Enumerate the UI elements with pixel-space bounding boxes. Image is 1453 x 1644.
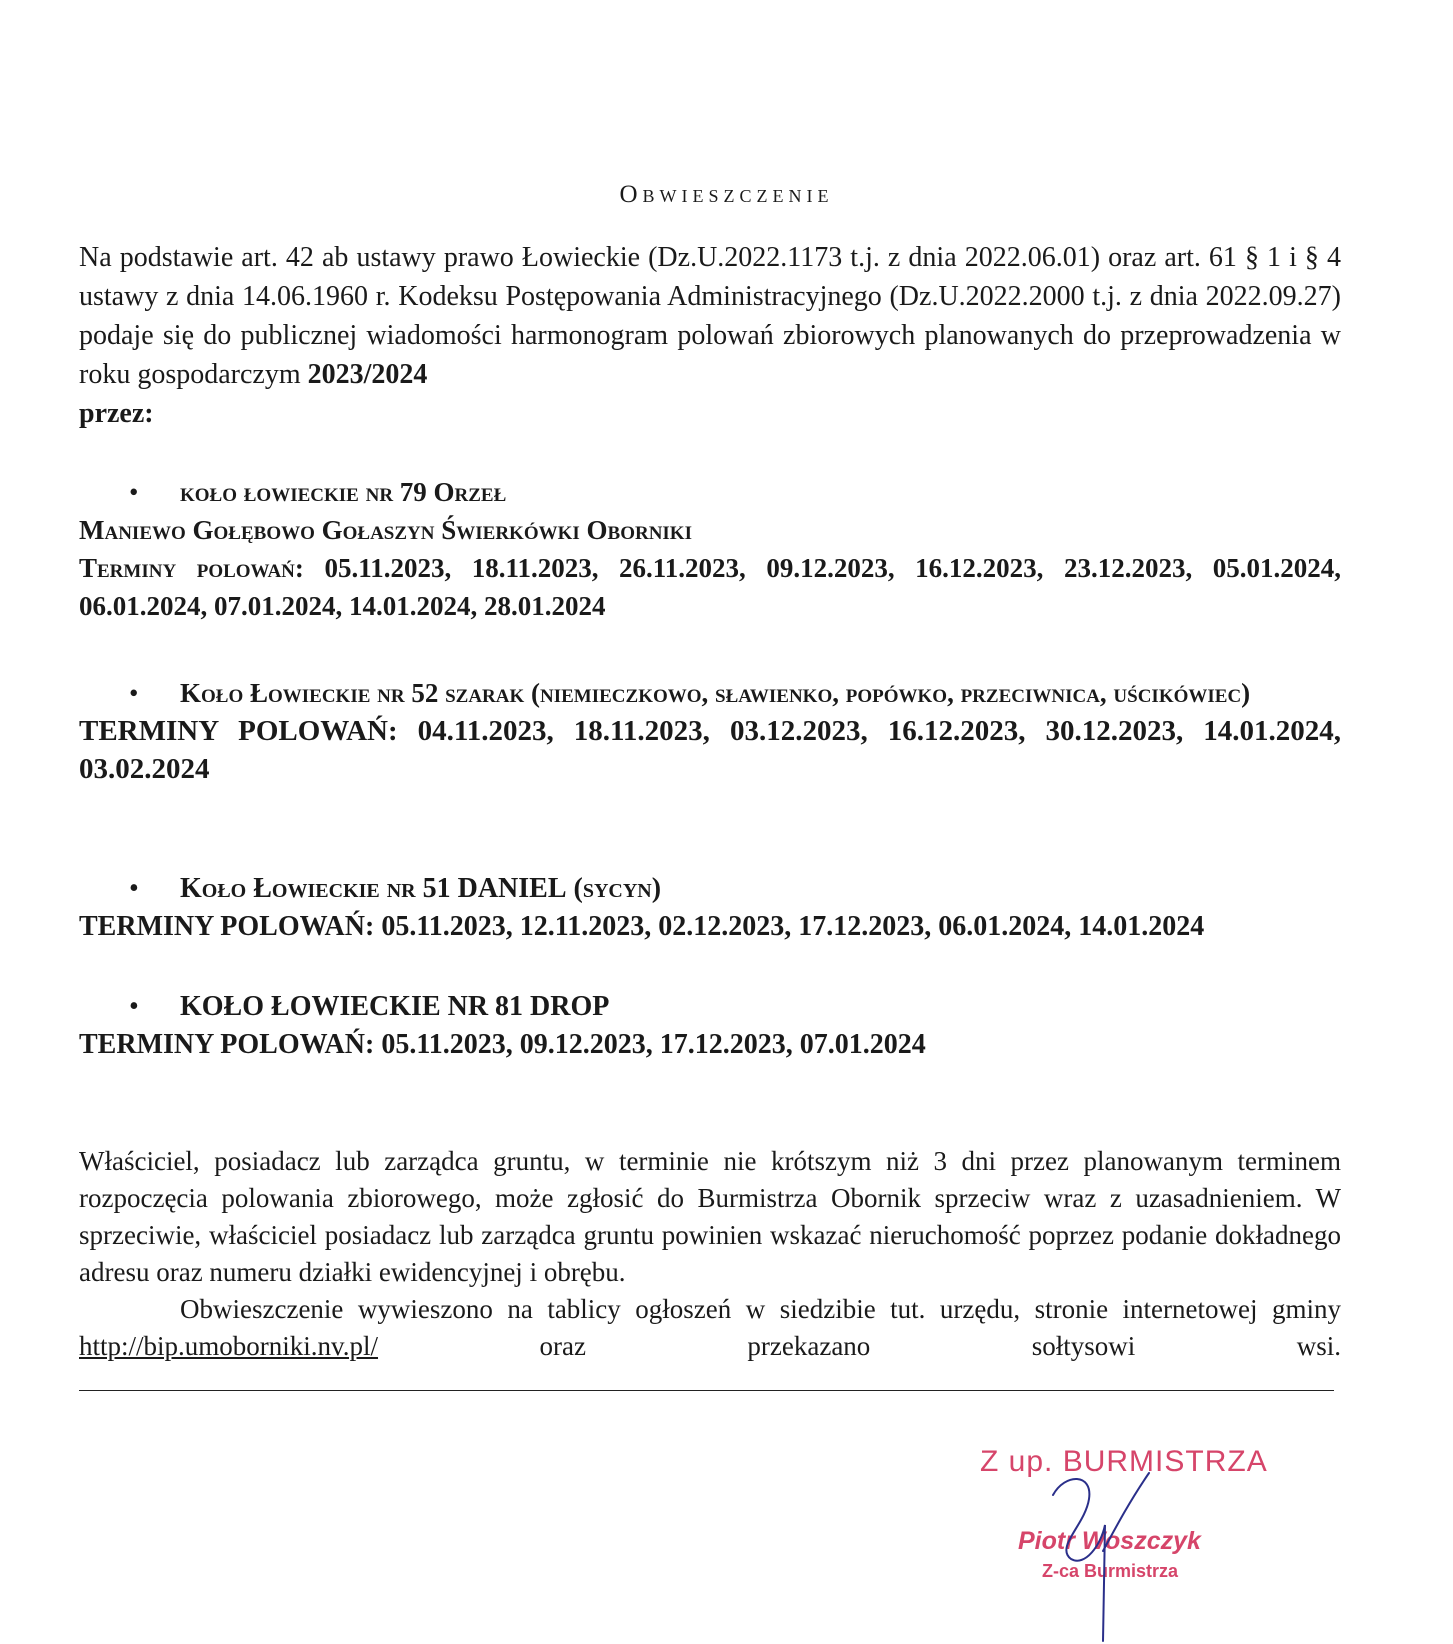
club-81-name: KOŁO ŁOWIECKIE NR 81 DROP (180, 991, 610, 1022)
stamp-role: Z-ca Burmistrza (1042, 1561, 1179, 1581)
horizontal-divider (79, 1390, 1334, 1391)
publication-notice (79, 1291, 1341, 1365)
bip-link[interactable]: http://bip.umoborniki.nv.pl/ (79, 1331, 379, 1361)
club-51-terms-label: TERMINY POLOWAŃ: (79, 911, 375, 942)
club-51-name-suffix: (sycyn) (566, 873, 662, 904)
handwritten-signature (1045, 1455, 1185, 1644)
stamp-authority: Z up. BURMISTRZA (980, 1445, 1268, 1478)
club-81-section (79, 988, 1341, 1064)
club-51-heading (79, 870, 1341, 908)
intro-paragraph (79, 238, 1341, 433)
bullet-icon: • (129, 991, 139, 1022)
bullet-icon: • (129, 477, 139, 507)
objection-notice: Właściciel, posiadacz lub zarządca gruntu, w terminie nie krótszym niż 3 dni przez planowanym terminem rozpoczęcia polowania zbiorowego, może zgłosić do Burmistrza Obornik sprzeciw wraz z uzasadnieniem. W sprzeciwie, właściciel posiadacz lub zarządca gruntu powinien wskazać nieruchomość poprzez podanie dokładnego adresu oraz numeru działki ewidencyjnej i obrębu. (79, 1146, 1341, 1287)
club-79-terms-label: Terminy polowań: (79, 553, 304, 583)
club-51-name-prefix: Koło Łowieckie nr 51 (180, 873, 458, 904)
club-51-terms (79, 908, 1341, 946)
publication-text-before: Obwieszczenie wywieszono na tablicy ogłoszeń w siedzibie tut. urzędu, stronie internetowej gminy (180, 1294, 1341, 1324)
publication-text-after: oraz przekazano sołtysowi wsi. (378, 1331, 1341, 1361)
club-79-dates: 05.11.2023, 18.11.2023, 26.11.2023, 09.12.2023, 16.12.2023, 23.12.2023, 05.01.2024, 06.01.2024, 07.01.2024, 14.01.2024, 28.01.2024 (79, 553, 1341, 621)
club-52-name: Koło Łowieckie nr 52 szarak (niemieczkowo, sławienko, popówko, przeciwnica, uścikówiec) (180, 678, 1251, 708)
bullet-icon: • (129, 678, 139, 708)
intro-year: 2023/2024 (307, 359, 428, 390)
club-81-heading (79, 988, 1341, 1026)
club-79-section (79, 473, 1341, 625)
club-79-area: Maniewo Gołębowo Gołaszyn Świerkówki Oborniki (79, 515, 692, 545)
intro-text: Na podstawie art. 42 ab ustawy prawo Łowieckie (Dz.U.2022.1173 t.j. z dnia 2022.06.01) oraz art. 61 § 1 i § 4 ustawy z dnia 14.06.1960 r. Kodeksu Postępowania Administracyjnego (Dz.U.2022.2000 t.j. z dnia 2022.09.27) podaje się do publicznej wiadomości harmonogram polowań zbiorowych planowanych do przeprowadzenia w roku gospodarczym (79, 242, 1341, 390)
club-79-heading (79, 473, 1341, 511)
club-79-terms (79, 549, 1341, 625)
club-52-terms-label: TERMINY POLOWAŃ: (79, 715, 398, 747)
club-51-section (79, 870, 1341, 946)
bullet-icon: • (129, 873, 139, 904)
club-81-terms (79, 1026, 1341, 1064)
club-52-section (79, 674, 1341, 788)
intro-by: przez: (79, 398, 154, 429)
club-52-terms (79, 712, 1341, 788)
page-title: Obwieszczenie (619, 180, 834, 208)
club-52-heading (79, 674, 1341, 712)
club-81-dates: 05.11.2023, 09.12.2023, 17.12.2023, 07.01.2024 (381, 1029, 926, 1060)
club-51-dates: 05.11.2023, 12.11.2023, 02.12.2023, 17.12.2023, 06.01.2024, 14.01.2024 (381, 911, 1205, 942)
club-51-name-main: DANIEL (457, 873, 567, 904)
club-79-name: koło łowieckie nr 79 Orzeł (180, 477, 507, 507)
club-52-dates: 04.11.2023, 18.11.2023, 03.12.2023, 16.12.2023, 30.12.2023, 14.01.2024, 03.02.2024 (79, 715, 1341, 785)
stamp-name: Piotr Woszczyk (1018, 1527, 1201, 1555)
club-81-terms-label: TERMINY POLOWAŃ: (79, 1029, 375, 1060)
